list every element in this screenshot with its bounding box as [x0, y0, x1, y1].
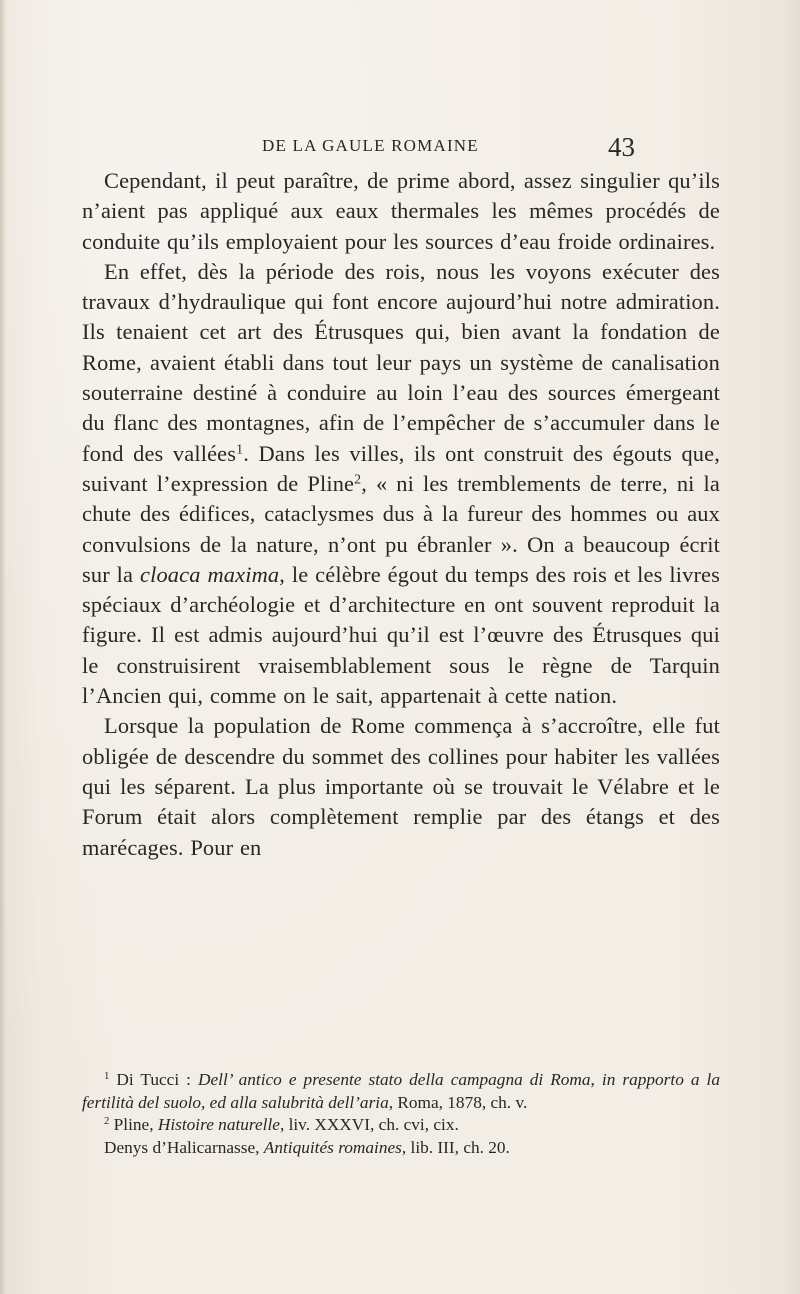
footnote-3-part-b: , lib. III, ch. 20.: [401, 1137, 510, 1157]
footnote-1-part-a: Di Tucci :: [109, 1070, 198, 1089]
footnote-3-part-a: Denys d’Halicarnasse,: [104, 1137, 264, 1157]
paragraph-1: Cependant, il peut paraître, de prime abord, assez singulier qu’ils n’aient pas appliqué aux eaux thermales les mêmes procédés de conduite qu’ils employaient pour les sources d’eau froide ordinaires.: [82, 168, 720, 254]
cloaca-maxima-term: cloaca maxima: [140, 561, 280, 587]
footnote-3: [82, 1137, 720, 1160]
paragraph-2-part-a: En effet, dès la période des rois, nous les voyons exécuter des travaux d’hydraulique qui font encore aujourd’hui notre admiration. Ils tenaient cet art des Étrusques qui, bien avant la fondation de Rome, avaient établi dans tout leur pays un système de canalisation souterraine destiné à conduire au loin l’eau des sources émergeant du flanc des montagnes, afin de l’empêcher de s’accumuler dans le fond des vallées: [82, 258, 720, 466]
footnote-2: [82, 1114, 720, 1137]
paragraph-2-part-c: , « ni les tremblements de terre, ni la chute des édifices, cataclysmes dus à la fureur des hommes ou aux convulsions de la nature, n’ont pu ébranler ». On a beaucoup écrit sur la: [82, 470, 720, 587]
paragraph-3: Lorsque la population de Rome commença à s’accroître, elle fut obligée de descendre du sommet des collines pour habiter les vallées qui les séparent. La plus importante où se trouvait le Vélabre et le Forum était alors complètement remplie par des étangs et des marécages. Pour en: [82, 713, 720, 860]
footnotes: [82, 1069, 720, 1159]
footnote-ref-1[interactable]: 1: [236, 442, 244, 458]
footnote-ref-2[interactable]: 2: [354, 472, 362, 488]
body-text: [82, 166, 720, 863]
running-title: DE LA GAULE ROMAINE: [262, 136, 479, 155]
footnote-3-title: Antiquités romaines: [263, 1137, 402, 1157]
footnote-1-mark: 1: [104, 1070, 110, 1083]
paragraph-2-part-d: , le célèbre égout du temps des rois et les livres spéciaux d’archéologie et d’architecture en ont souvent reproduit la figure. Il est admis aujourd’hui qu’il est l’œuvre des Étrusques qui le construisirent vraisemblablement sous le règne de Tarquin l’Ancien qui, comme on le sait, appartenait à cette nation.: [82, 561, 721, 709]
footnote-1: [82, 1069, 720, 1114]
footnote-2-part-b: , liv. XXXVI, ch. cvi, cix.: [279, 1115, 459, 1135]
footnote-1-title: Dell’ antico e presente stato della campagna di Roma, in rapporto a la fertilità del suolo, ed alla salubrità dell’aria: [82, 1070, 720, 1112]
page-gutter-shadow: [0, 0, 6, 1294]
footnote-1-part-b: , Roma, 1878, ch. v.: [388, 1092, 528, 1112]
footnote-2-mark: 2: [104, 1115, 110, 1128]
paragraph-2-part-b: . Dans les villes, ils ont construit des égouts que, suivant l’expression de Pline: [82, 440, 720, 496]
footnote-2-title: Histoire naturelle: [157, 1115, 280, 1135]
running-head: [0, 132, 800, 162]
page-number: 43: [608, 132, 635, 162]
footnote-2-part-a: Pline,: [109, 1115, 158, 1135]
paragraph-2: [82, 257, 720, 711]
